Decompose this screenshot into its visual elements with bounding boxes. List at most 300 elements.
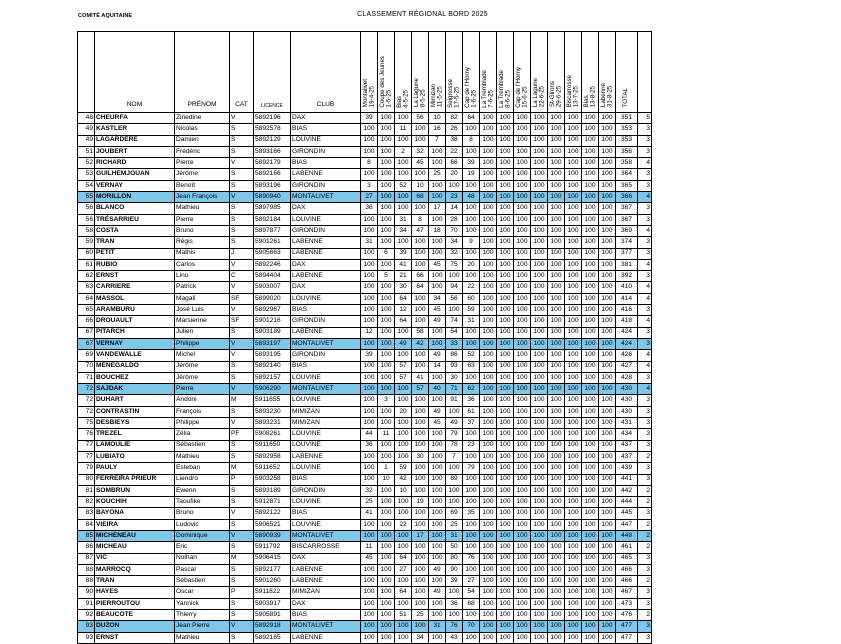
score-cell: 100 — [378, 564, 395, 575]
score-cell: 100 — [463, 225, 480, 236]
cat-cell: PF — [230, 429, 254, 440]
score-cell: 100 — [463, 610, 480, 621]
score-cell: 100 — [514, 440, 531, 451]
score-cell: 100 — [565, 214, 582, 225]
score-cell: 100 — [497, 282, 514, 293]
score-cell: 100 — [412, 124, 429, 135]
total-cell: 369 — [616, 225, 638, 236]
score-cell: 7 — [429, 135, 446, 146]
score-cell: 100 — [497, 395, 514, 406]
score-cell: 100 — [582, 372, 599, 383]
club-cell: LOUVINE — [291, 214, 361, 225]
count-cell: 3 — [638, 327, 652, 338]
total-cell: 447 — [616, 519, 638, 530]
score-cell: 100 — [497, 305, 514, 316]
score-cell: 100 — [582, 497, 599, 508]
table-row — [78, 418, 652, 429]
score-cell: 100 — [531, 372, 548, 383]
score-cell: 100 — [514, 293, 531, 304]
score-cell: 100 — [548, 135, 565, 146]
cat-cell: V — [230, 384, 254, 395]
score-cell: 100 — [378, 135, 395, 146]
score-cell: 100 — [429, 395, 446, 406]
total-header-label: TOTAL — [622, 88, 630, 108]
score-cell: 100 — [463, 271, 480, 282]
score-cell: 100 — [446, 485, 463, 496]
club-cell: GIRONDIN — [291, 350, 361, 361]
score-cell: 100 — [480, 621, 497, 632]
score-cell: 100 — [599, 474, 616, 485]
cat-header: CAT — [230, 32, 254, 113]
score-cell: 9 — [463, 237, 480, 248]
score-cell: 100 — [582, 429, 599, 440]
score-cell: 100 — [497, 406, 514, 417]
event-header — [361, 32, 378, 113]
score-cell: 100 — [361, 271, 378, 282]
table-row — [78, 146, 652, 157]
rank-cell: 87 — [78, 553, 95, 564]
score-cell: 100 — [429, 327, 446, 338]
score-cell: 100 — [531, 271, 548, 282]
club-cell: MIMIZAN — [291, 406, 361, 417]
cat-cell: S — [230, 203, 254, 214]
score-cell: 100 — [361, 463, 378, 474]
score-cell: 100 — [514, 248, 531, 259]
club-cell: MONTALIVET — [291, 338, 361, 349]
event-header-label: Cap de l'Horny 1-6-25 — [463, 66, 477, 108]
score-cell: 100 — [395, 395, 412, 406]
score-cell: 50 — [446, 542, 463, 553]
table-row — [78, 384, 652, 395]
score-cell: 100 — [582, 542, 599, 553]
event-header — [548, 32, 565, 113]
club-cell: LOUVINE — [291, 293, 361, 304]
count-cell: 2 — [638, 542, 652, 553]
count-cell: 3 — [638, 474, 652, 485]
score-cell: 100 — [412, 395, 429, 406]
club-cell: MIMIZAN — [291, 587, 361, 598]
club-cell: MIMIZAN — [291, 418, 361, 429]
score-cell: 100 — [378, 180, 395, 191]
rank-cell: 62 — [78, 271, 95, 282]
licence-cell: 5892122 — [254, 508, 291, 519]
total-cell: 467 — [616, 587, 638, 598]
cat-cell: S — [230, 361, 254, 372]
score-cell: 100 — [565, 542, 582, 553]
score-cell: 100 — [412, 237, 429, 248]
rank-cell: 69 — [78, 350, 95, 361]
score-cell: 100 — [480, 463, 497, 474]
organization-name: COMITÉ AQUITAINE — [78, 13, 133, 19]
score-cell: 94 — [446, 282, 463, 293]
score-cell: 100 — [599, 237, 616, 248]
rank-cell: 81 — [78, 485, 95, 496]
score-cell: 3 — [361, 180, 378, 191]
score-cell: 100 — [565, 282, 582, 293]
score-cell: 32 — [412, 146, 429, 157]
event-header — [582, 32, 599, 113]
score-cell: 100 — [463, 124, 480, 135]
cat-cell: V — [230, 259, 254, 270]
nom-cell: SAJDAK — [95, 384, 175, 395]
licence-cell: 5903189 — [254, 327, 291, 338]
rank-cell: 66 — [78, 316, 95, 327]
score-cell: 75 — [446, 259, 463, 270]
licence-cell: 5892177 — [254, 564, 291, 575]
score-cell: 100 — [497, 621, 514, 632]
score-cell: 100 — [582, 474, 599, 485]
cat-cell: S — [230, 485, 254, 496]
score-cell: 100 — [531, 530, 548, 541]
score-cell: 100 — [378, 542, 395, 553]
score-cell: 100 — [497, 372, 514, 383]
score-cell: 62 — [463, 384, 480, 395]
score-cell: 100 — [531, 225, 548, 236]
prenom-cell: Patrick — [175, 282, 230, 293]
prenom-cell: Jean François — [175, 192, 230, 203]
total-cell: 439 — [616, 463, 638, 474]
score-cell: 100 — [531, 451, 548, 462]
score-cell: 100 — [446, 463, 463, 474]
score-cell: 100 — [497, 192, 514, 203]
score-cell: 100 — [565, 271, 582, 282]
rank-cell: 58 — [78, 225, 95, 236]
score-cell: 100 — [497, 180, 514, 191]
score-cell: 100 — [361, 621, 378, 632]
prenom-cell: Michel — [175, 350, 230, 361]
score-cell: 100 — [531, 632, 548, 643]
score-cell: 100 — [497, 350, 514, 361]
table-row — [78, 395, 652, 406]
score-cell: 34 — [429, 293, 446, 304]
score-cell: 100 — [599, 440, 616, 451]
event-header-label: Montalivet 19-4-25 — [361, 79, 375, 108]
score-cell: 25 — [412, 610, 429, 621]
score-cell: 100 — [480, 214, 497, 225]
table-row — [78, 474, 652, 485]
count-cell: 3 — [638, 271, 652, 282]
total-cell: 465 — [616, 553, 638, 564]
score-cell: 100 — [378, 192, 395, 203]
score-cell: 100 — [463, 248, 480, 259]
score-cell: 39 — [361, 350, 378, 361]
total-cell: 374 — [616, 237, 638, 248]
score-cell: 100 — [514, 587, 531, 598]
score-cell: 100 — [480, 474, 497, 485]
event-header — [446, 32, 463, 113]
score-cell: 66 — [446, 158, 463, 169]
score-cell: 100 — [599, 327, 616, 338]
nom-cell: CARRIERE — [95, 282, 175, 293]
licence-cell: 5893196 — [254, 180, 291, 191]
score-cell: 100 — [548, 610, 565, 621]
score-cell: 100 — [565, 293, 582, 304]
total-cell: 448 — [616, 530, 638, 541]
licence-cell: 5912871 — [254, 497, 291, 508]
score-cell: 100 — [514, 553, 531, 564]
event-header — [599, 32, 616, 113]
score-cell: 56 — [446, 293, 463, 304]
cat-cell: V — [230, 530, 254, 541]
score-cell: 100 — [565, 248, 582, 259]
prenom-cell: Liendro — [175, 474, 230, 485]
score-cell: 100 — [548, 418, 565, 429]
count-cell: 3 — [638, 169, 652, 180]
score-cell: 100 — [395, 135, 412, 146]
rank-cell: 67 — [78, 338, 95, 349]
count-cell: 3 — [638, 237, 652, 248]
score-cell: 100 — [565, 316, 582, 327]
table-row — [78, 293, 652, 304]
prenom-cell: Thierry — [175, 610, 230, 621]
score-cell: 100 — [361, 418, 378, 429]
club-cell: LOUVINE — [291, 429, 361, 440]
score-cell: 64 — [395, 316, 412, 327]
nom-cell: MORILLON — [95, 192, 175, 203]
table-row — [78, 451, 652, 462]
licence-cell: 5893166 — [254, 146, 291, 157]
score-cell: 100 — [548, 316, 565, 327]
total-cell: 466 — [616, 576, 638, 587]
score-cell: 100 — [514, 146, 531, 157]
score-cell: 41 — [395, 259, 412, 270]
nom-cell: HAYES — [95, 587, 175, 598]
prenom-cell: Frédéric — [175, 146, 230, 157]
count-cell: 2 — [638, 497, 652, 508]
score-cell: 40 — [429, 384, 446, 395]
score-cell: 100 — [497, 530, 514, 541]
club-cell: MONTALIVET — [291, 621, 361, 632]
score-cell: 100 — [412, 361, 429, 372]
score-cell: 39 — [395, 248, 412, 259]
score-cell: 100 — [429, 610, 446, 621]
score-cell: 100 — [412, 474, 429, 485]
score-cell: 100 — [480, 225, 497, 236]
score-cell: 100 — [565, 564, 582, 575]
score-cell: 100 — [582, 553, 599, 564]
score-cell: 76 — [463, 553, 480, 564]
score-cell: 100 — [378, 610, 395, 621]
score-cell: 100 — [480, 135, 497, 146]
score-cell: 100 — [565, 598, 582, 609]
event-header — [463, 32, 480, 113]
score-cell: 100 — [378, 305, 395, 316]
score-cell: 100 — [548, 632, 565, 643]
score-cell: 100 — [378, 214, 395, 225]
score-cell: 39 — [361, 113, 378, 124]
score-cell: 86 — [446, 350, 463, 361]
score-cell: 11 — [361, 542, 378, 553]
score-cell: 100 — [531, 237, 548, 248]
score-cell: 100 — [548, 158, 565, 169]
licence-cell: 5892578 — [254, 124, 291, 135]
count-cell: 3 — [638, 418, 652, 429]
score-cell: 100 — [497, 361, 514, 372]
score-cell: 100 — [531, 598, 548, 609]
score-cell: 100 — [599, 553, 616, 564]
total-cell: 441 — [616, 474, 638, 485]
nom-header: NOM — [95, 32, 175, 113]
score-cell: 49 — [429, 587, 446, 598]
score-cell: 100 — [582, 113, 599, 124]
score-cell: 34 — [412, 632, 429, 643]
cat-cell: M — [230, 463, 254, 474]
cat-cell: V — [230, 158, 254, 169]
score-cell: 100 — [378, 485, 395, 496]
table-row — [78, 542, 652, 553]
score-cell: 100 — [531, 259, 548, 270]
cat-cell: V — [230, 350, 254, 361]
score-cell: 100 — [361, 474, 378, 485]
total-cell: 424 — [616, 327, 638, 338]
score-cell: 100 — [497, 576, 514, 587]
prenom-cell: Philippe — [175, 338, 230, 349]
score-cell: 100 — [497, 135, 514, 146]
score-cell: 100 — [531, 610, 548, 621]
nom-cell: RUBIO — [95, 259, 175, 270]
nom-cell: VANDEWALLE — [95, 350, 175, 361]
score-cell: 100 — [514, 485, 531, 496]
licence-cell: 5906290 — [254, 384, 291, 395]
score-cell: 100 — [514, 610, 531, 621]
score-cell: 63 — [463, 361, 480, 372]
score-cell: 100 — [514, 598, 531, 609]
score-cell: 100 — [599, 135, 616, 146]
score-cell: 100 — [531, 146, 548, 157]
table-row — [78, 361, 652, 372]
club-cell: GIRONDIN — [291, 316, 361, 327]
score-cell: 100 — [378, 632, 395, 643]
nom-cell: JOUBERT — [95, 146, 175, 157]
club-cell: BIAS — [291, 124, 361, 135]
table-row — [78, 135, 652, 146]
cat-cell: S — [230, 440, 254, 451]
score-cell: 100 — [378, 508, 395, 519]
score-cell: 100 — [599, 598, 616, 609]
score-cell: 100 — [599, 305, 616, 316]
score-cell: 100 — [548, 451, 565, 462]
score-cell: 10 — [378, 474, 395, 485]
score-cell: 100 — [514, 463, 531, 474]
score-cell: 100 — [378, 530, 395, 541]
score-cell: 12 — [395, 305, 412, 316]
nom-cell: PITARCH — [95, 327, 175, 338]
cat-cell: V — [230, 113, 254, 124]
score-cell: 100 — [531, 497, 548, 508]
licence-cell: 5901216 — [254, 316, 291, 327]
count-cell: 3 — [638, 248, 652, 259]
score-cell: 51 — [395, 610, 412, 621]
score-cell: 100 — [378, 451, 395, 462]
event-header — [378, 32, 395, 113]
score-cell: 8 — [412, 214, 429, 225]
score-cell: 100 — [565, 463, 582, 474]
score-cell: 100 — [548, 598, 565, 609]
score-cell: 100 — [497, 542, 514, 553]
score-cell: 100 — [361, 169, 378, 180]
score-cell: 100 — [497, 259, 514, 270]
rank-cell: 72 — [78, 406, 95, 417]
score-cell: 100 — [378, 406, 395, 417]
score-cell: 100 — [531, 316, 548, 327]
licence-header: LICENCE — [254, 32, 291, 113]
licence-cell: 5897877 — [254, 225, 291, 236]
count-cell: 4 — [638, 259, 652, 270]
score-cell: 28 — [446, 214, 463, 225]
score-cell: 90 — [446, 564, 463, 575]
score-cell: 100 — [497, 203, 514, 214]
score-cell: 100 — [599, 451, 616, 462]
table-row — [78, 271, 652, 282]
score-cell: 100 — [463, 564, 480, 575]
score-cell: 39 — [463, 158, 480, 169]
rank-cell: 55 — [78, 192, 95, 203]
score-cell: 100 — [531, 169, 548, 180]
score-cell: 100 — [531, 282, 548, 293]
score-cell: 45 — [429, 259, 446, 270]
score-cell: 100 — [378, 225, 395, 236]
rank-cell: 88 — [78, 564, 95, 575]
score-cell: 10 — [412, 180, 429, 191]
score-cell: 25 — [361, 497, 378, 508]
prenom-cell: Bruno — [175, 225, 230, 236]
score-cell: 33 — [446, 338, 463, 349]
score-cell: 76 — [446, 621, 463, 632]
score-cell: 100 — [463, 338, 480, 349]
nom-cell: BAYONA — [95, 508, 175, 519]
score-cell: 91 — [446, 395, 463, 406]
score-cell: 100 — [599, 519, 616, 530]
cat-cell: V — [230, 282, 254, 293]
rank-cell: 93 — [78, 632, 95, 643]
score-cell: 38 — [446, 135, 463, 146]
rank-cell: 65 — [78, 305, 95, 316]
score-cell: 100 — [548, 440, 565, 451]
score-cell: 100 — [582, 418, 599, 429]
licence-cell: 5905891 — [254, 610, 291, 621]
score-cell: 100 — [599, 564, 616, 575]
score-cell: 100 — [565, 621, 582, 632]
score-cell: 79 — [446, 429, 463, 440]
score-cell: 25 — [446, 519, 463, 530]
licence-cell: 5903258 — [254, 474, 291, 485]
event-header-label: Mimizan 11-5-25 — [429, 84, 443, 108]
score-cell: 100 — [531, 305, 548, 316]
score-cell: 64 — [395, 587, 412, 598]
score-cell: 57 — [395, 372, 412, 383]
club-cell: MONTALIVET — [291, 384, 361, 395]
score-cell: 100 — [599, 248, 616, 259]
score-cell: 100 — [412, 169, 429, 180]
total-cell: 477 — [616, 632, 638, 643]
score-cell: 100 — [514, 372, 531, 383]
total-cell: 477 — [616, 621, 638, 632]
total-cell: 416 — [616, 305, 638, 316]
table-row — [78, 632, 652, 643]
score-cell: 100 — [531, 621, 548, 632]
club-cell: DAX — [291, 259, 361, 270]
score-cell: 100 — [531, 338, 548, 349]
score-cell: 100 — [514, 621, 531, 632]
count-cell: 3 — [638, 305, 652, 316]
licence-cell: 5911822 — [254, 587, 291, 598]
prenom-cell: Julien — [175, 327, 230, 338]
score-cell: 22 — [463, 282, 480, 293]
table-row — [78, 214, 652, 225]
score-cell: 100 — [582, 395, 599, 406]
cat-cell: S — [230, 542, 254, 553]
score-cell: 100 — [497, 474, 514, 485]
